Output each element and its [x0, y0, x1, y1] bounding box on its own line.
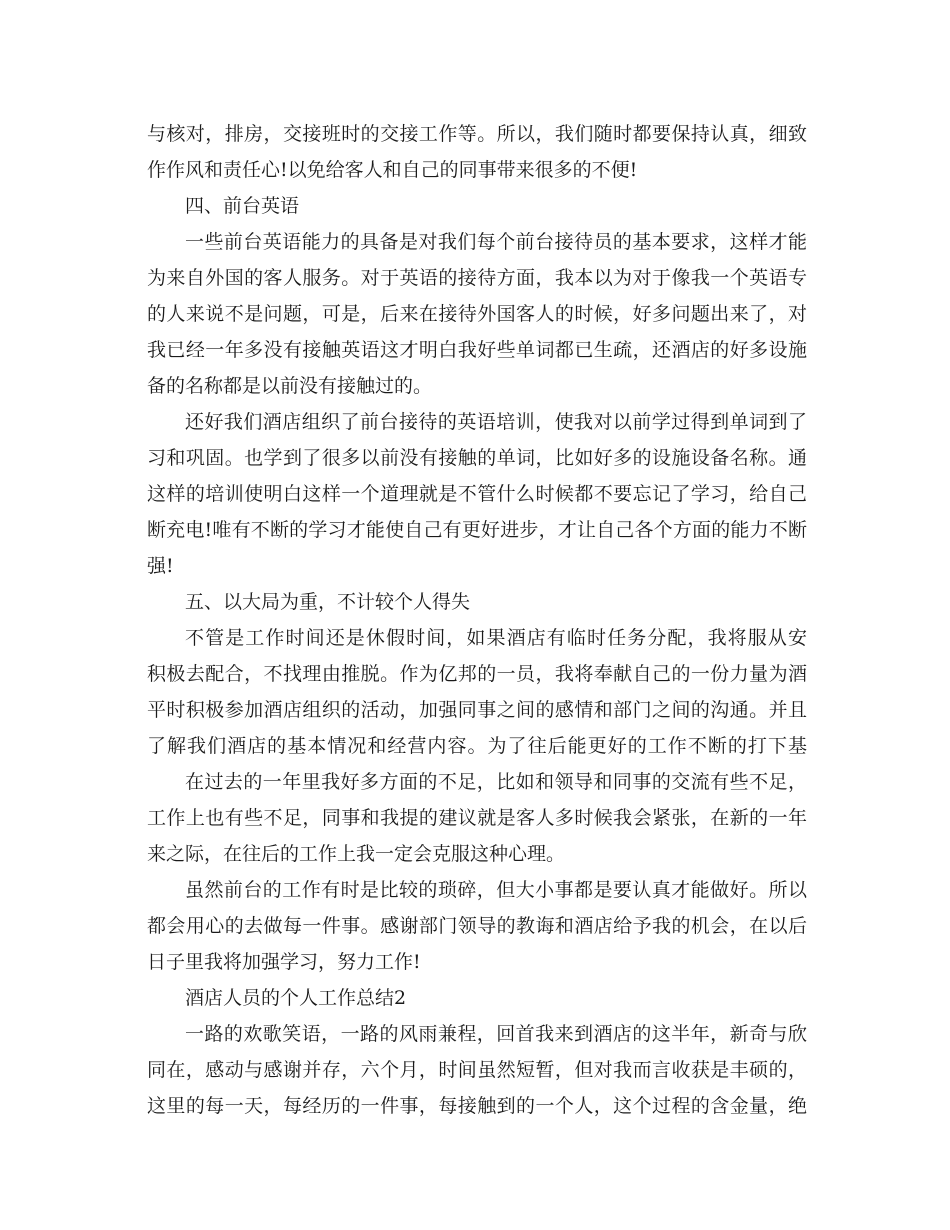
text-line: 我已经一年多没有接触英语这才明白我好些单词都已生疏，还酒店的好多设施 — [147, 339, 807, 361]
text-line: 工作上也有些不足，同事和我提的建议就是客人多时候我会紧张，在新的一年 — [147, 807, 807, 829]
text-line: 这里的每一天，每经历的一件事，每接触到的一个人，这个过程的含金量，绝 — [147, 1095, 807, 1117]
text-line: 日子里我将加强学习，努力工作! — [147, 951, 421, 973]
text-line: 作作风和责任心!以免给客人和自己的同事带来很多的不便! — [147, 159, 638, 181]
text-line: 与核对，排房，交接班时的交接工作等。所以，我们随时都要保持认真，细致 — [147, 123, 807, 145]
text-line: 积极去配合，不找理由推脱。作为亿邦的一员，我将奉献自己的一份力量为酒 — [147, 663, 807, 685]
text-line: 备的名称都是以前没有接触过的。 — [147, 375, 433, 397]
text-line: 酒店人员的个人工作总结2 — [185, 987, 407, 1009]
text-line: 了解我们酒店的基本情况和经营内容。为了往后能更好的工作不断的打下基 — [147, 735, 807, 757]
text-line: 不管是工作时间还是休假时间，如果酒店有临时任务分配，我将服从安 — [185, 627, 807, 649]
text-line: 平时积极参加酒店组织的活动，加强同事之间的感情和部门之间的沟通。并且 — [147, 699, 807, 721]
text-line: 习和巩固。也学到了很多以前没有接触的单词，比如好多的设施设备名称。通 — [147, 447, 807, 469]
text-line: 同在，感动与感谢并存，六个月，时间虽然短暂，但对我而言收获是丰硕的， — [147, 1059, 807, 1081]
text-line: 强! — [147, 555, 174, 577]
text-line: 四、前台英语 — [185, 195, 300, 217]
text-line: 一路的欢歌笑语，一路的风雨兼程，回首我来到酒店的这半年，新奇与欣 — [185, 1023, 807, 1045]
text-line: 都会用心的去做每一件事。感谢部门领导的教诲和酒店给予我的机会，在以后 — [147, 915, 807, 937]
text-line: 断充电!唯有不断的学习才能使自己有更好进步，才让自己各个方面的能力不断 — [147, 519, 807, 541]
document-body — [147, 116, 807, 1124]
text-line: 还好我们酒店组织了前台接待的英语培训，使我对以前学过得到单词到了 — [185, 411, 807, 433]
text-line: 五、以大局为重，不计较个人得失 — [185, 591, 471, 613]
text-line: 在过去的一年里我好多方面的不足，比如和领导和同事的交流有些不足， — [185, 771, 807, 793]
text-line: 虽然前台的工作有时是比较的琐碎，但大小事都是要认真才能做好。所以 — [185, 879, 807, 901]
text-line: 一些前台英语能力的具备是对我们每个前台接待员的基本要求，这样才能 — [185, 231, 807, 253]
text-line: 为来自外国的客人服务。对于英语的接待方面，我本以为对于像我一个英语专 — [147, 267, 807, 289]
text-line: 来之际，在往后的工作上我一定会克服这种心理。 — [147, 843, 566, 865]
text-line: 的人来说不是问题，可是，后来在接待外国客人的时候，好多问题出来了，对 — [147, 303, 807, 325]
text-line: 这样的培训使明白这样一个道理就是不管什么时候都不要忘记了学习，给自己 — [147, 483, 807, 505]
